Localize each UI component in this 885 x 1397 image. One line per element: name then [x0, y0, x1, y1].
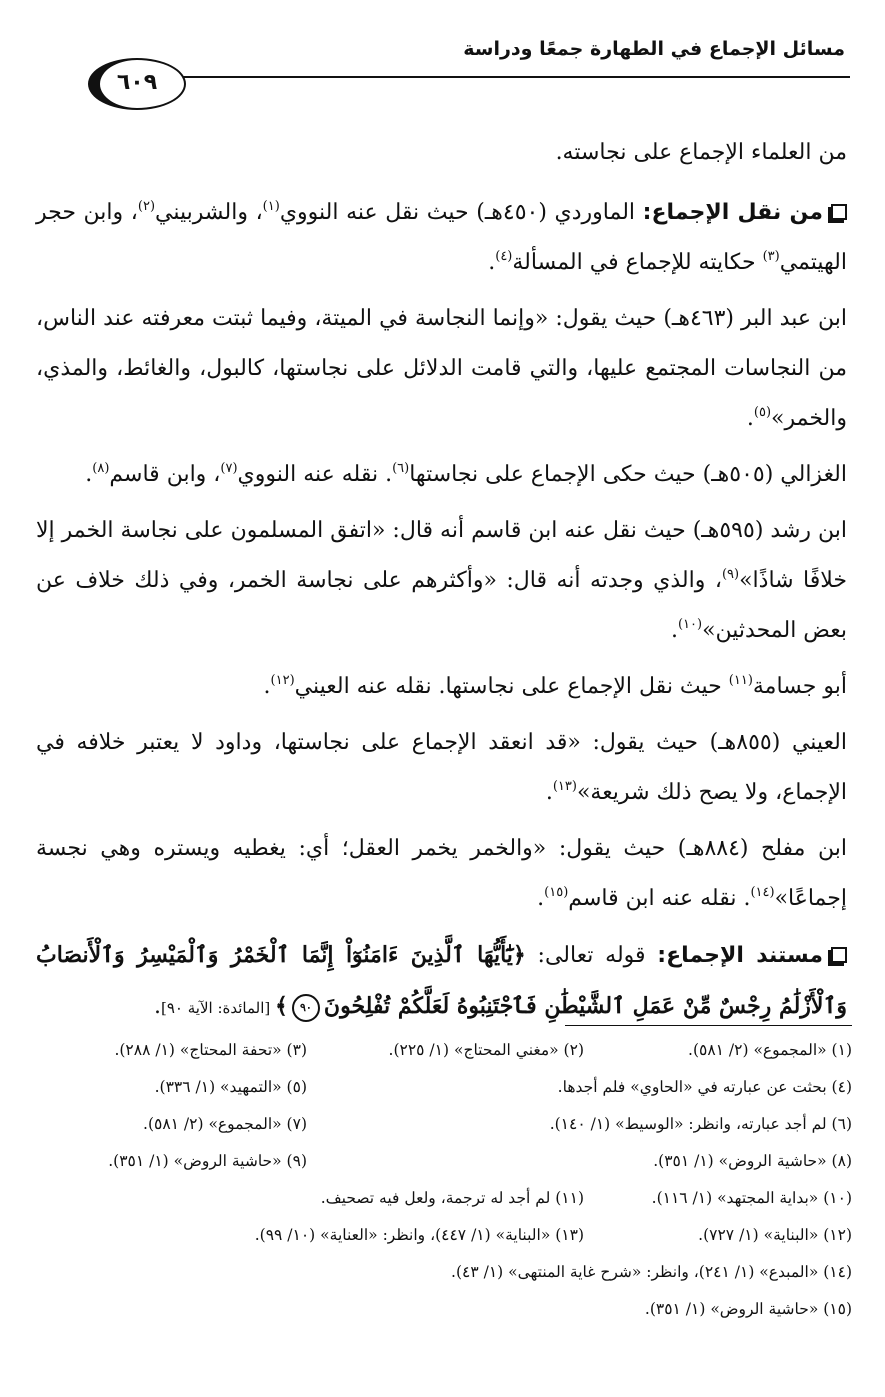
- verse-number-marker: ٩٠: [292, 994, 320, 1022]
- paragraph-text: ، والشربيني: [155, 200, 263, 225]
- footnote-ref[interactable]: (٣): [762, 249, 780, 264]
- footnote-ref[interactable]: (١٢): [270, 673, 295, 688]
- paragraph-intro: [36, 128, 847, 178]
- paragraph-text: ، والذي وجدته أنه قال: «وأكثرهم على نجاسة الخمر، وفي ذلك خلاف عن بعض المحدثين»: [36, 568, 847, 643]
- footnote-item: (٩) «حاشية الروض» (١/ ٣٥١).: [108, 1152, 307, 1170]
- footnote-row: [35, 1300, 852, 1337]
- footnote-ref[interactable]: (٢): [137, 199, 156, 214]
- footnote-ref[interactable]: (٦): [392, 461, 410, 476]
- footnote-separator: [565, 1025, 852, 1026]
- footnote-item: (١٥) «حاشية الروض» (١/ ٣٥١).: [644, 1300, 852, 1318]
- footnote-ref[interactable]: (٤): [495, 249, 513, 264]
- square-bullet-icon: [831, 947, 847, 963]
- footnote-row: [35, 1226, 852, 1263]
- paragraph-text: .: [670, 618, 678, 643]
- paragraph-text: ابن رشد (٥٩٥هـ) حيث نقل عنه ابن قاسم أنه قال: «اتفق المسلمون على نجاسة الخمر إلا خلافًا شاذًا»: [36, 518, 848, 593]
- footnote-ref[interactable]: (٨): [92, 461, 110, 476]
- footnote-ref[interactable]: (٩): [721, 567, 740, 582]
- footnote-item: (٢) «مغني المحتاج» (١/ ٢٢٥).: [388, 1041, 584, 1059]
- paragraph-text: حيث نقل الإجماع على نجاستها. نقله عنه العيني: [294, 674, 729, 699]
- quran-bracket-close: ﴾: [275, 993, 288, 1019]
- paragraph-text: .: [746, 406, 754, 431]
- page-number: ٦٠٩: [116, 70, 158, 95]
- footnote-item: (٦) لم أجد عبارته، وانظر: «الوسيط» (١/ ١٤٠).: [549, 1115, 852, 1133]
- paragraph-text: ، وابن حجر الهيتمي: [36, 200, 847, 275]
- verse-reference: [المائدة: الآية ٩٠]: [161, 999, 276, 1017]
- paragraph-text: .: [263, 674, 271, 699]
- footnote-item: (١٢) «البناية» (١/ ٧٢٧).: [698, 1226, 852, 1244]
- footnote-ref[interactable]: (١١): [728, 673, 753, 688]
- paragraph-text: .: [154, 994, 161, 1019]
- footnote-row: [35, 1152, 852, 1189]
- paragraph-abu-jusama: [36, 662, 847, 712]
- footnote-ref[interactable]: (١): [262, 199, 280, 214]
- square-bullet-icon: [831, 204, 847, 220]
- footnote-row: [35, 1189, 852, 1226]
- paragraph-text: قوله تعالى:: [525, 943, 658, 968]
- footnote-item: (٤) بحثت عن عبارته في «الحاوي» فلم أجدها.: [557, 1078, 852, 1096]
- paragraph-text: الماوردي (٤٥٠هـ) حيث نقل عنه النووي: [279, 200, 643, 225]
- paragraph-text: .: [488, 250, 496, 275]
- footnote-row: [35, 1115, 852, 1152]
- section-label: مستند الإجماع:: [657, 943, 823, 968]
- paragraph-ibn-abd-albarr: [36, 294, 847, 444]
- footnote-ref[interactable]: (١٣): [552, 779, 577, 794]
- footnote-ref[interactable]: (١٠): [677, 617, 703, 632]
- footnote-item: (١١) لم أجد له ترجمة، ولعل فيه تصحيف.: [320, 1189, 584, 1207]
- paragraph-text: حكايته للإجماع في المسألة: [512, 250, 763, 275]
- paragraph-text: ، وابن قاسم: [109, 462, 221, 487]
- paragraph-text: ابن مفلح (٨٨٤هـ) حيث يقول: «والخمر يخمر العقل؛ أي: يغطيه ويستره وهي نجسة إجماعًا»: [36, 836, 848, 911]
- header-rule: [175, 76, 850, 78]
- footnote-row: [35, 1263, 852, 1300]
- footnote-item: (١٠) «بداية المجتهد» (١/ ١١٦).: [651, 1189, 852, 1207]
- running-header-title: مسائل الإجماع في الطهارة جمعًا ودراسة: [463, 38, 845, 60]
- footnote-ref[interactable]: (١٤): [750, 885, 775, 900]
- footnote-ref[interactable]: (٧): [220, 461, 238, 476]
- paragraph-aini: [36, 718, 847, 818]
- paragraph-transmitters: [36, 188, 847, 288]
- paragraph-ibn-muflih: [36, 824, 847, 924]
- footnote-ref[interactable]: (١٥): [544, 885, 569, 900]
- section-label: من نقل الإجماع:: [642, 200, 823, 225]
- paragraph-text: .: [537, 886, 545, 911]
- paragraph-text: الغزالي (٥٠٥هـ) حيث حكى الإجماع على نجاستها: [409, 462, 847, 487]
- footnote-item: (٣) «تحفة المحتاج» (١/ ٢٨٨).: [114, 1041, 307, 1059]
- quran-verse: ﴿يَٰٓأَيُّهَا ٱلَّذِينَ ءَامَنُوٓاْ إِنَّمَا ٱلْخَمْرُ وَٱلْمَيْسِرُ وَٱلْأَنصَابُ وَٱلْأَزْلَٰمُ رِجْسٌ مِّنْ عَمَلِ ٱلشَّيْطَٰنِ فَٱجْتَنِبُوهُ لَعَلَّكُمْ تُفْلِحُونَ: [36, 942, 847, 1019]
- paragraph-evidence: [36, 930, 847, 1033]
- paragraph-text: . نقله عنه النووي: [237, 462, 393, 487]
- paragraph-ibn-rushd: [36, 506, 847, 656]
- paragraph-text: .: [545, 780, 553, 805]
- footnote-row: [35, 1078, 852, 1115]
- footnote-item: (١٤) «المبدع» (١/ ٢٤١)، وانظر: «شرح غاية المنتهى» (١/ ٤٣).: [451, 1263, 852, 1281]
- footnotes: [35, 1041, 852, 1337]
- paragraph-text: ابن عبد البر (٤٦٣هـ) حيث يقول: «وإنما النجاسة في الميتة، وفيما ثبتت معرفته عند الناس، من النجاسات المجتمع عليها، والتي قامت الدلائل على نجاستها، كالبول، والغائط، والمذي، والخمر»: [36, 306, 848, 431]
- footnote-item: (٥) «التمهيد» (١/ ٣٣٦).: [154, 1078, 307, 1096]
- paragraph-text: أبو جسامة: [752, 674, 847, 699]
- paragraph-text: .: [85, 462, 93, 487]
- paragraph-text: من العلماء الإجماع على نجاسته.: [555, 140, 847, 165]
- paragraph-text: . نقله عنه ابن قاسم: [568, 886, 751, 911]
- footnote-item: (٨) «حاشية الروض» (١/ ٣٥١).: [653, 1152, 852, 1170]
- footnote-item: (١) «المجموع» (٢/ ٥٨١).: [688, 1041, 852, 1059]
- footnote-ref[interactable]: (٥): [753, 405, 772, 420]
- paragraph-ghazali: [36, 450, 847, 500]
- body-text: [36, 128, 847, 1039]
- footnote-item: (١٣) «البناية» (١/ ٤٤٧)، وانظر: «العناية» (١٠/ ٩٩).: [254, 1226, 584, 1244]
- footnote-item: (٧) «المجموع» (٢/ ٥٨١).: [143, 1115, 307, 1133]
- paragraph-text: العيني (٨٥٥هـ) حيث يقول: «قد انعقد الإجماع على نجاستها، وداود لا يعتبر خلافه في الإجماع، ولا يصح ذلك شريعة»: [36, 730, 847, 805]
- footnote-row: [35, 1041, 852, 1078]
